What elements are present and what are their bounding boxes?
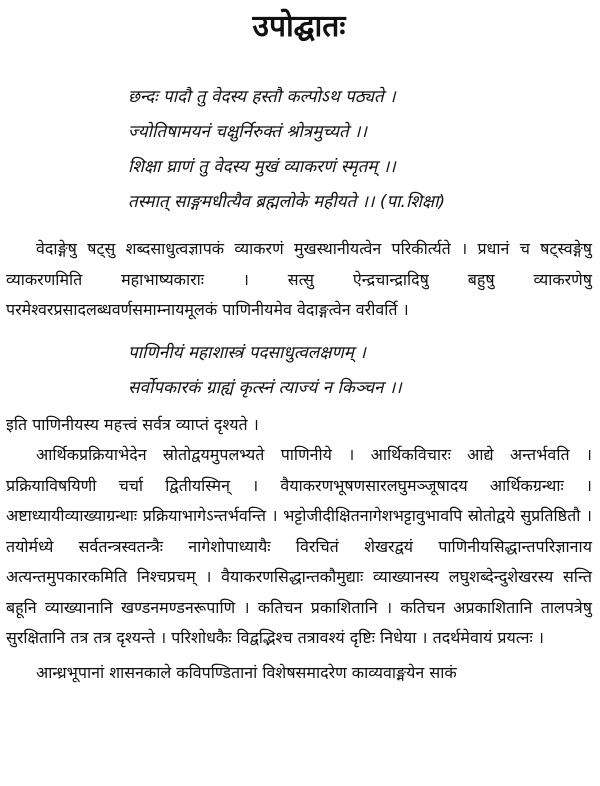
verse-block-paniniya [128, 336, 592, 406]
verse-line: छन्दः पादौ तु वेदस्य हस्तौ कल्पोऽथ पठ्यते । [128, 87, 396, 107]
verse-line: पाणिनीयं महाशास्त्रं पदसाधुत्वलक्षणम् । [128, 342, 366, 363]
paragraph-importance [6, 410, 592, 441]
verse-line: ज्योतिषामयनं चक्षुर्निरुक्तं श्रोत्रमुच्यते ।। [128, 122, 367, 142]
paragraph-vedanga [6, 234, 592, 326]
verse-line: शिक्षा घ्राणं तु वेदस्य मुखं व्याकरणं स्मृतम् ।। [128, 157, 396, 177]
verse-block-shiksha [128, 80, 592, 220]
paragraph-text: वेदाङ्गेषु षट्सु शब्दसाधुत्वज्ञापकं व्याकरणं मुखस्थानीयत्वेन परिकीर्त्यते । प्रधानं च षट्स्वङ्गेषु व्याकरणमिति महाभाष्यकाराः । सत्सु ऐन्द्रचान्द्रादिषु बहुषु व्याकरणेषु परमेश्वरप्रसादलब्धवर्णसमाम्नायमूलकं पाणिनीयमेव वेदाङ्गत्वेन वरीवर्ति । [6, 239, 592, 319]
page-title: उपोद्घातः [252, 9, 346, 44]
paragraph-text: आर्थिकप्रक्रियाभेदेन स्रोतोद्वयमुपलभ्यते पाणिनीये । आर्थिकविचारः आद्ये अन्तर्भवति । प्रक्रियाविषयिणी चर्चा द्वितीयस्मिन् । वैयाकरणभूषणसारलघुमञ्जूषादय आर्थिकग्रन्थाः । अष्टाध्यायीव्याख्याग्रन्थाः प्रक्रियाभागेऽन्तर्भवन्ति । भट्टोजीदीक्षितनागेशभट्टावुभावपि स्रोतोद्वये सुप्रतिष्ठितौ । तयोर्मध्ये सर्वतन्त्रस्वतन्त्रैः नागेशोपाध्यायैः विरचितं शेखरद्वयं पाणिनीयसिद्धान्तपरिज्ञानाय अत्यन्तमुपकारकमिति निश्चप्रचम् । वैयाकरणसिद्धान्तकौमुद्याः व्याख्यानस्य लघुशब्देन्दुशेखरस्य सन्ति बहूनि व्याख्यानानि खण्डनमण्डनरूपाणि । कतिचन प्रकाशितानि । कतिचन अप्रकाशितानि तालपत्रेषु सुरक्षितानि तत्र तत्र दृश्यन्ते । परिशोधकैः विद्वद्भिश्च तत्रावश्यं दृष्टिः निधेया । तदर्थमेवायं प्रयत्नः । [6, 445, 592, 647]
paragraph-text: इति पाणिनीयस्य महत्त्वं सर्वत्र व्याप्तं दृश्यते । [6, 414, 259, 434]
verse-line: सर्वोपकारकं ग्राह्यं कृत्स्नं त्याज्यं न किञ्चन ।। [128, 377, 402, 398]
paragraph-streams [6, 440, 592, 654]
paragraph-text: आन्ध्रभूपानां शासनकाले कविपण्डितानां विशेषसमादरेण काव्यवाङ्मयेन साकं [36, 662, 457, 682]
verse-line: तस्मात् साङ्गमधीत्यैव ब्रह्मलोके महीयते ।। (पा.शिक्षा) [128, 192, 446, 212]
paragraph-andhra [6, 658, 592, 689]
